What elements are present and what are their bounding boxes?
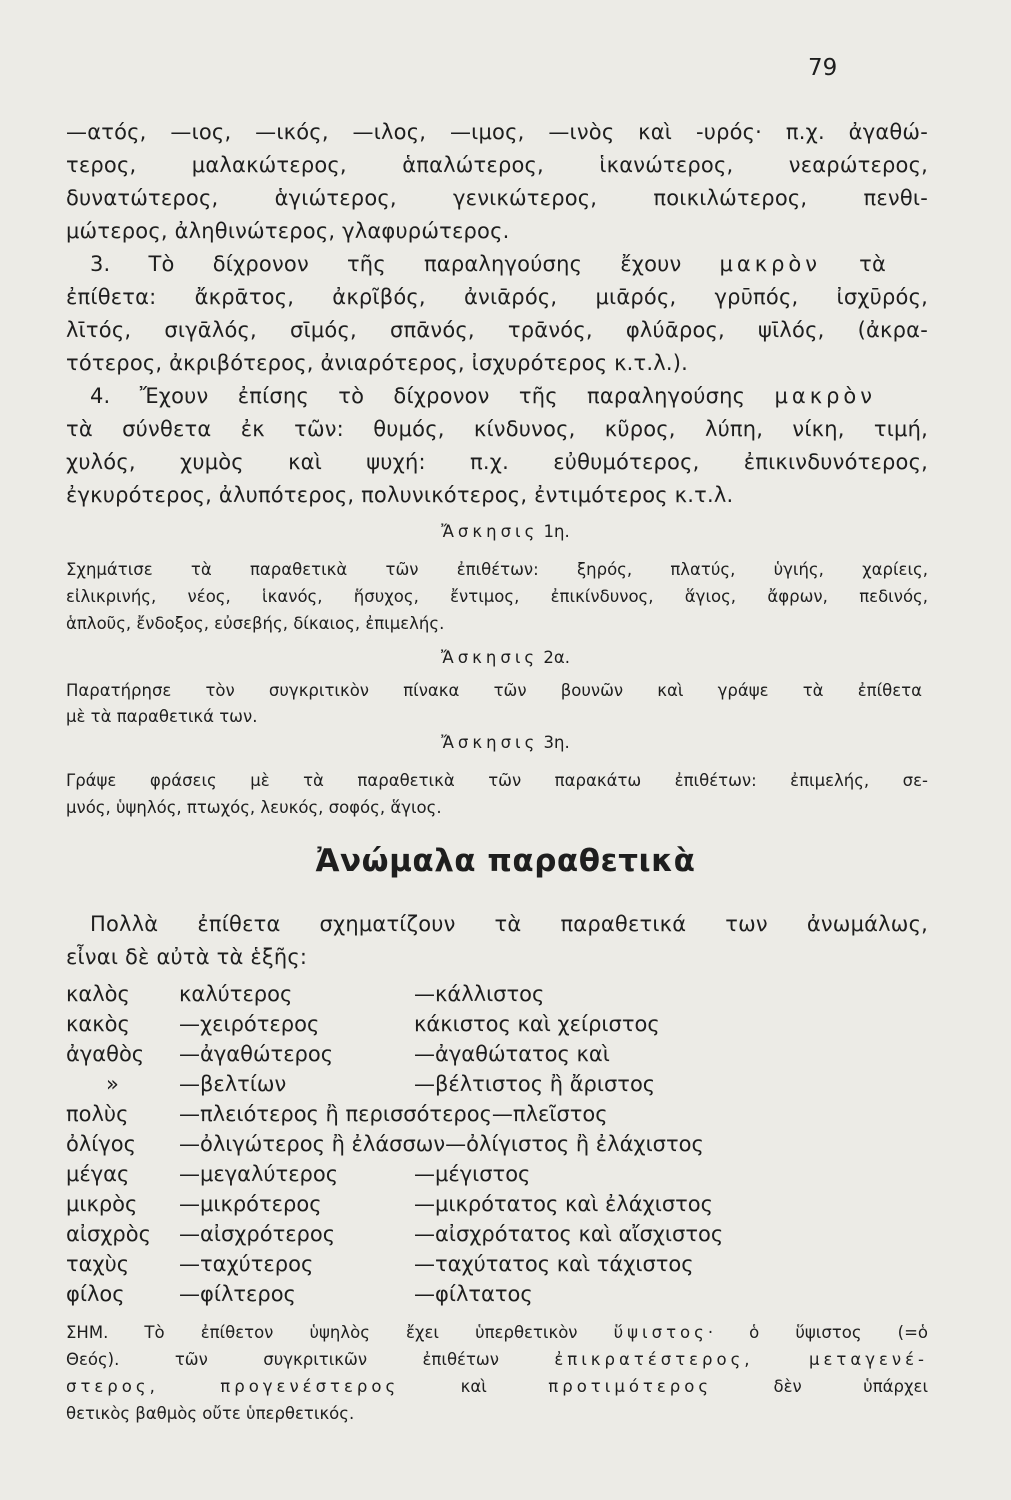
text-line: τότερος, ἀκριβότερος, ἀνιαρότερος, ἰσχυρότερος κ.τ.λ.). — [66, 351, 689, 375]
note-text: δὲν ὑπάρχει — [773, 1377, 929, 1396]
comparative-form: —ἀγαθώτερος — [179, 1042, 334, 1066]
positive-form: » — [106, 1072, 119, 1096]
note-line: θετικὸς βαθμὸς οὔτε ὑπερθετικός. — [66, 1404, 355, 1423]
exercise-number: 2α. — [543, 648, 570, 667]
superlative-form: —ταχύτατος καὶ τάχιστος — [414, 1252, 694, 1276]
exercise-1-heading — [0, 522, 1011, 541]
text-line: ἐπίθετα: ἄκρᾱτος, ἀκρῖβός, ἀνιᾱρός, μιᾱρός, γρῡπός, ἰσχῡρός, — [66, 285, 928, 309]
comparative-form: —ταχύτερος — [179, 1252, 314, 1276]
page-number: 79 — [808, 55, 838, 81]
exercise-label: Ἄσκησις — [441, 648, 539, 667]
comparative-form: —φίλτερος — [179, 1282, 296, 1306]
comparative-form: —χειρότερος — [179, 1012, 320, 1036]
positive-form: πολὺς — [66, 1102, 129, 1126]
text-line: δυνατώτερος, ἁγιώτερος, γενικώτερος, ποικιλώτερος, πενθι- — [66, 186, 928, 210]
positive-form: καλὸς — [66, 982, 130, 1006]
superlative-form: —ἀγαθώτατος καὶ — [414, 1042, 610, 1066]
positive-form: ὀλίγος — [66, 1132, 136, 1156]
exercise-2-heading — [0, 648, 1011, 667]
positive-form: κακὸς — [66, 1012, 130, 1036]
superlative-form: —μικρότατος καὶ ἐλάχιστος — [414, 1192, 713, 1216]
positive-form: αἰσχρὸς — [66, 1222, 151, 1246]
spaced-word: μακρὸν — [774, 384, 876, 408]
superlative-form: —κάλλιστος — [414, 982, 545, 1006]
comparative-form: —πλειότερος ἢ περισσότερος—πλεῖστος — [179, 1102, 608, 1126]
text-line: ἐγκυρότερος, ἀλυπότερος, πολυνικότερος, ἐντιμότερος κ.τ.λ. — [66, 483, 734, 507]
rule-4-text: 4. Ἔχουν ἐπίσης τὸ δίχρονον τῆς παραληγούσης — [90, 384, 775, 408]
section-title: Ἀνώμαλα παραθετικὰ — [315, 843, 696, 879]
text-line: —ατός, —ιος, —ικός, —ιλος, —ιμος, —ινὸς καὶ -υρός· π.χ. ἀγαθώ- — [66, 120, 928, 144]
comparative-form: —αἰσχρότερος — [179, 1222, 336, 1246]
text-line: Σχημάτισε τὰ παραθετικὰ τῶν ἐπιθέτων: ξηρός, πλατύς, ὑγιής, χαρίεις, — [66, 560, 928, 579]
comparative-form: —μεγαλύτερος — [179, 1162, 339, 1186]
spaced-word: προτιμότερος — [548, 1377, 713, 1396]
rule-3-text-end: τὰ — [821, 252, 886, 276]
comparative-form: —ὀλιγώτερος ἢ ἐλάσσων—ὀλίγιστος ἢ ἐλάχιστος — [179, 1132, 704, 1156]
text-line: εἶναι δὲ αὐτὰ τὰ ἑξῆς: — [66, 945, 308, 969]
spaced-word: ἐπικρατέστερος, — [554, 1350, 754, 1369]
superlative-form: —βέλτιστος ἢ ἄριστος — [414, 1072, 656, 1096]
exercise-label: Ἄσκησις — [441, 733, 539, 752]
spaced-word: μεταγενέ- — [809, 1350, 928, 1369]
exercise-3-heading — [0, 733, 1011, 752]
superlative-form: —μέγιστος — [414, 1162, 531, 1186]
positive-form: μικρὸς — [66, 1192, 138, 1216]
superlative-form: κάκιστος καὶ χείριστος — [414, 1012, 660, 1036]
spaced-word: ὕψιστος — [613, 1323, 708, 1342]
spaced-word: στερος, — [66, 1377, 159, 1396]
note-text: ΣΗΜ. Τὸ ἐπίθετον ὑψηλὸς ἔχει ὑπερθετικὸν — [66, 1323, 614, 1342]
text-line: τὰ σύνθετα ἐκ τῶν: θυμός, κίνδυνος, κῦρος, λύπη, νίκη, τιμή, — [66, 417, 928, 441]
exercise-number: 3η. — [543, 733, 570, 752]
text-line: ἁπλοῦς, ἔνδοξος, εὐσεβής, δίκαιος, ἐπιμελής. — [66, 614, 445, 633]
text-line: Παρατήρησε τὸν συγκριτικὸν πίνακα τῶν βουνῶν καὶ γράψε τὰ ἐπίθετα — [66, 681, 922, 700]
spaced-word: μακρὸν — [719, 252, 822, 276]
comparative-form: —βελτίων — [179, 1072, 287, 1096]
positive-form: ταχὺς — [66, 1252, 130, 1276]
rule-3-heading — [90, 252, 886, 276]
text-line: μὲ τὰ παραθετικά των. — [66, 707, 258, 726]
text-line: χυλός, χυμὸς καὶ ψυχή: π.χ. εὐθυμότερος, ἐπικινδυνότερος, — [66, 450, 928, 474]
comparative-form: —μικρότερος — [179, 1192, 322, 1216]
superlative-form: —αἰσχρότατος καὶ αἴσχιστος — [414, 1222, 724, 1246]
text-line: μώτερος, ἀληθινώτερος, γλαφυρώτερος. — [66, 219, 510, 243]
text-line: τερος, μαλακώτερος, ἁπαλώτερος, ἱκανώτερος, νεαρώτερος, — [66, 153, 928, 177]
exercise-number: 1η. — [543, 522, 570, 541]
note-text: Θεός). τῶν συγκριτικῶν ἐπιθέτων — [66, 1350, 555, 1369]
positive-form: ἀγαθὸς — [66, 1042, 145, 1066]
text-line: μνός, ὑψηλός, πτωχός, λευκός, σοφός, ἅγιος. — [66, 798, 442, 817]
positive-form: φίλος — [66, 1282, 125, 1306]
note-line — [66, 1377, 928, 1396]
text-line: Πολλὰ ἐπίθετα σχηματίζουν τὰ παραθετικά των ἀνωμάλως, — [90, 912, 928, 936]
rule-4-heading — [90, 384, 876, 408]
positive-form: μέγας — [66, 1162, 130, 1186]
text-line: λῑτός, σιγᾱλός, σῑμός, σπᾱνός, τρᾱνός, φλύᾱρος, ψῑλός, (ἀκρα- — [66, 318, 928, 342]
spaced-word: προγενέστερος — [220, 1377, 400, 1396]
rule-3-text: 3. Τὸ δίχρονον τῆς παραληγούσης ἔχουν — [90, 252, 720, 276]
comparative-form: καλύτερος — [179, 982, 293, 1006]
text-line: Γράψε φράσεις μὲ τὰ παραθετικὰ τῶν παρακάτω ἐπιθέτων: ἐπιμελής, σε- — [66, 771, 928, 790]
note-line — [66, 1350, 928, 1369]
note-line — [66, 1323, 928, 1342]
note-text: καὶ — [460, 1377, 487, 1396]
superlative-form: —φίλτατος — [414, 1282, 533, 1306]
note-text: · ὁ ὕψιστος (=ὁ — [707, 1323, 928, 1342]
exercise-label: Ἄσκησις — [441, 522, 539, 541]
text-line: εἰλικρινής, νέος, ἱκανός, ἥσυχος, ἔντιμος, ἐπικίνδυνος, ἅγιος, ἄφρων, πεδινός, — [66, 587, 928, 606]
